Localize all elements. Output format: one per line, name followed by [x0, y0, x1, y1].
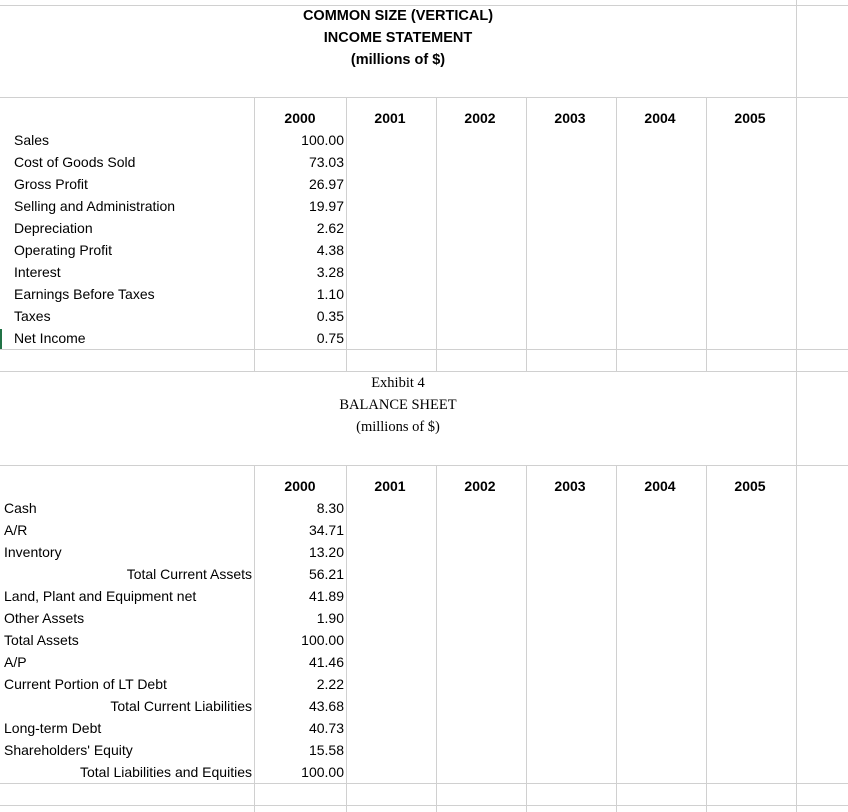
- balance-row-value[interactable]: 100.00: [301, 764, 344, 780]
- balance-row-label[interactable]: Cash: [4, 500, 37, 516]
- income-row-value[interactable]: 0.35: [316, 308, 344, 324]
- balance-row-label[interactable]: Total Current Liabilities: [110, 698, 252, 714]
- balance-title-line3: (millions of $): [356, 419, 440, 435]
- income-row-value[interactable]: 100.00: [301, 132, 344, 148]
- income-year-header[interactable]: 2005: [734, 110, 766, 126]
- income-row-label[interactable]: Net Income: [14, 330, 86, 346]
- balance-row-value[interactable]: 56.21: [308, 566, 344, 582]
- balance-row-value[interactable]: 41.89: [308, 588, 344, 604]
- balance-year-header[interactable]: 2001: [374, 478, 406, 494]
- balance-row-label[interactable]: Current Portion of LT Debt: [4, 676, 167, 692]
- balance-row-value[interactable]: 43.68: [308, 698, 344, 714]
- balance-row-label[interactable]: Other Assets: [4, 610, 85, 626]
- balance-title-line1: Exhibit 4: [371, 375, 425, 391]
- balance-row-label[interactable]: Total Current Assets: [126, 566, 252, 582]
- income-row-value[interactable]: 73.03: [308, 154, 344, 170]
- balance-row-value[interactable]: 8.30: [316, 500, 344, 516]
- balance-row-label[interactable]: Long-term Debt: [4, 720, 102, 736]
- income-row-label[interactable]: Depreciation: [14, 220, 93, 236]
- income-row-value[interactable]: 0.75: [316, 330, 344, 346]
- income-row-label[interactable]: Gross Profit: [14, 176, 88, 192]
- balance-year-header[interactable]: 2003: [554, 478, 586, 494]
- income-year-header[interactable]: 2003: [554, 110, 586, 126]
- income-row-value[interactable]: 1.10: [316, 286, 344, 302]
- income-row-value[interactable]: 26.97: [308, 176, 344, 192]
- income-title-line1: COMMON SIZE (VERTICAL): [302, 8, 494, 24]
- balance-row-value[interactable]: 41.46: [308, 654, 344, 670]
- balance-row-label[interactable]: A/P: [4, 654, 27, 670]
- balance-title-line2: BALANCE SHEET: [339, 397, 457, 413]
- income-row-value[interactable]: 2.62: [316, 220, 344, 236]
- income-row-label[interactable]: Interest: [14, 264, 61, 280]
- balance-row-label[interactable]: Total Liabilities and Equities: [80, 764, 252, 780]
- balance-row-value[interactable]: 13.20: [308, 544, 344, 560]
- balance-row-label[interactable]: Land, Plant and Equipment net: [4, 588, 197, 604]
- income-row-label[interactable]: Taxes: [14, 308, 51, 324]
- income-row-label[interactable]: Cost of Goods Sold: [14, 154, 136, 170]
- income-title-line2: INCOME STATEMENT: [323, 30, 473, 46]
- active-cell-indicator: [0, 329, 2, 349]
- income-row-label[interactable]: Selling and Administration: [14, 198, 176, 214]
- balance-row-value[interactable]: 100.00: [301, 632, 344, 648]
- balance-row-label[interactable]: Shareholders' Equity: [4, 742, 133, 758]
- balance-year-header[interactable]: 2005: [734, 478, 766, 494]
- balance-year-header[interactable]: 2002: [464, 478, 496, 494]
- balance-row-label[interactable]: Inventory: [4, 544, 62, 560]
- balance-year-header[interactable]: 2004: [644, 478, 676, 494]
- balance-row-value[interactable]: 2.22: [316, 676, 344, 692]
- income-row-label[interactable]: Earnings Before Taxes: [14, 286, 155, 302]
- income-row-value[interactable]: 4.38: [316, 242, 344, 258]
- income-row-value[interactable]: 3.28: [316, 264, 344, 280]
- income-row-value[interactable]: 19.97: [308, 198, 344, 214]
- income-title-line3: (millions of $): [350, 52, 446, 68]
- balance-row-value[interactable]: 40.73: [308, 720, 344, 736]
- income-year-header[interactable]: 2004: [644, 110, 676, 126]
- income-year-header[interactable]: 2000: [284, 110, 316, 126]
- balance-row-label[interactable]: Total Assets: [4, 632, 79, 648]
- income-row-label[interactable]: Operating Profit: [14, 242, 113, 258]
- balance-year-header[interactable]: 2000: [284, 478, 316, 494]
- balance-row-label[interactable]: A/R: [4, 522, 28, 538]
- balance-row-value[interactable]: 1.90: [316, 610, 344, 626]
- income-year-header[interactable]: 2001: [374, 110, 406, 126]
- balance-row-value[interactable]: 15.58: [308, 742, 344, 758]
- balance-row-value[interactable]: 34.71: [308, 522, 344, 538]
- income-row-label[interactable]: Sales: [14, 132, 50, 148]
- income-year-header[interactable]: 2002: [464, 110, 496, 126]
